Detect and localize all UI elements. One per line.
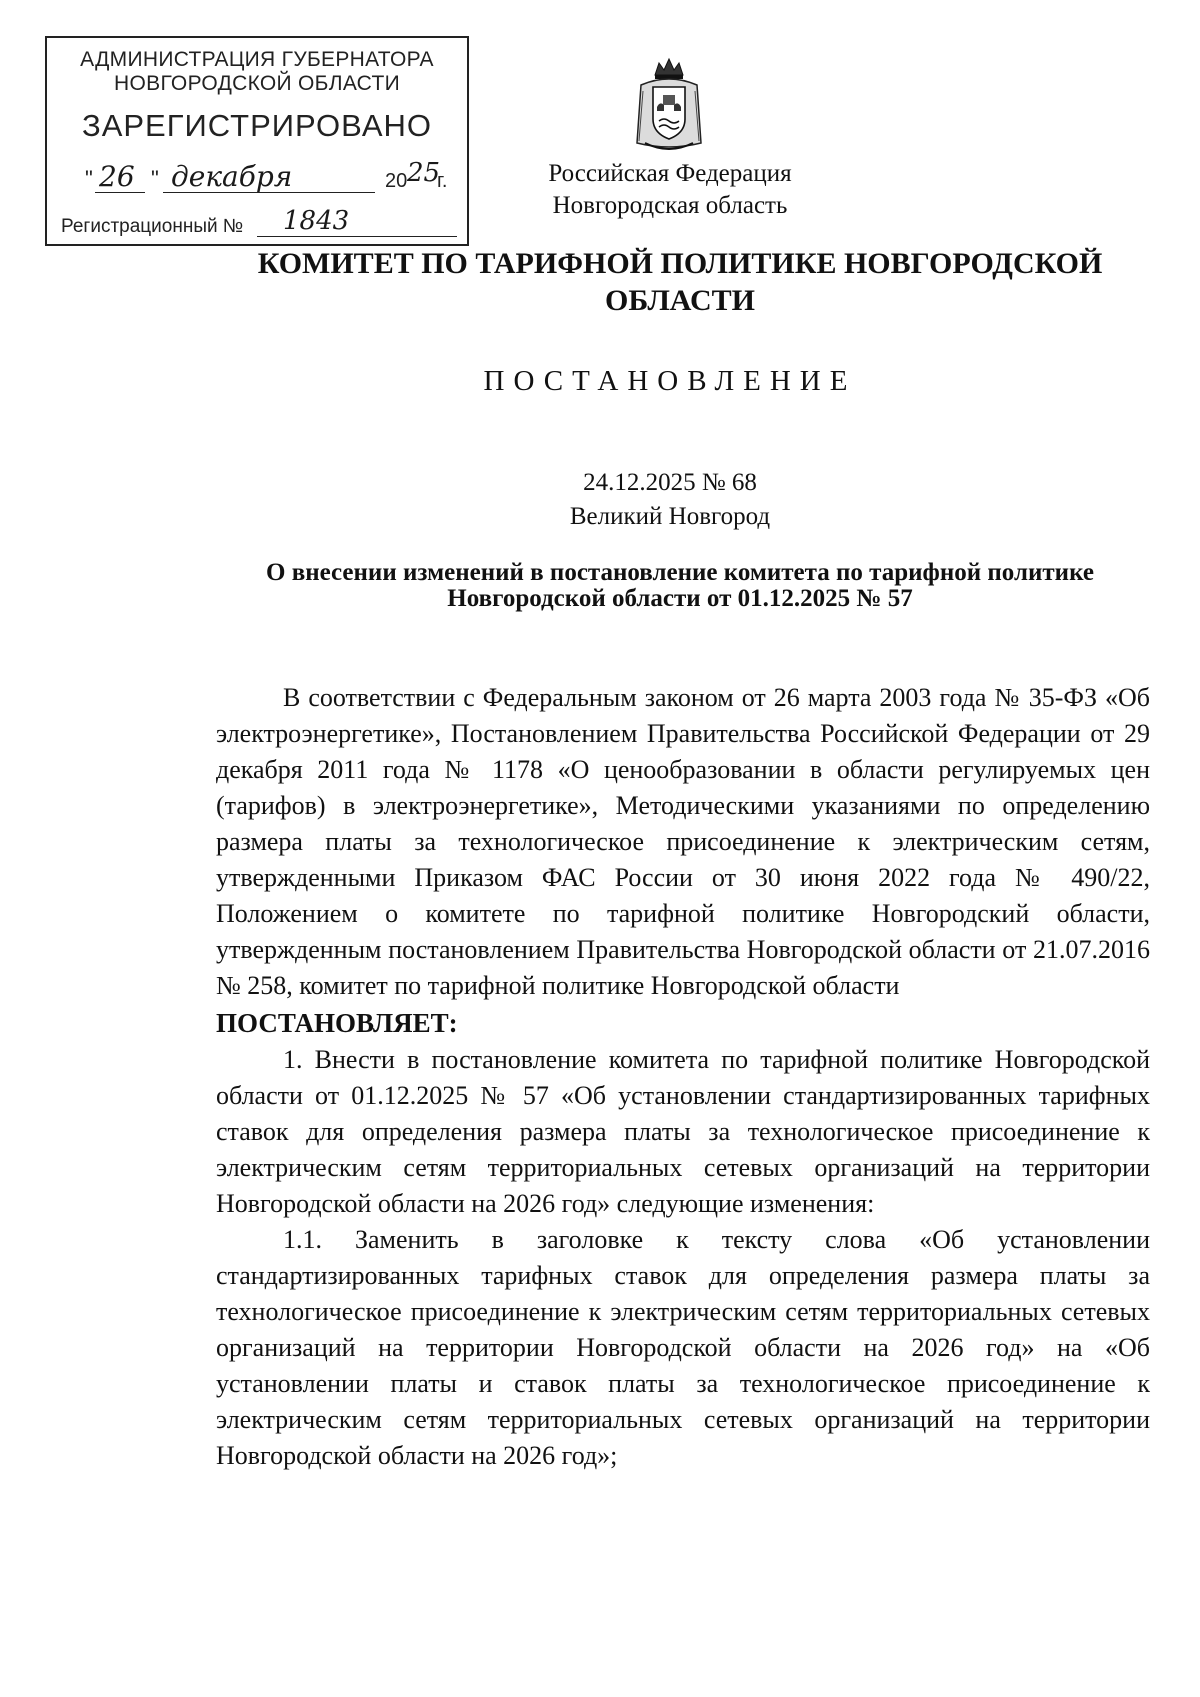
preamble-paragraph: В соответствии с Федеральным законом от 26 марта 2003 года № 35-ФЗ «Об электроэнергетике», Постановлением Правительства Российской Федерации от 29 декабря 2011 года № 1178 «О ценообразовании в области регулируемых цен (тарифов) в электроэнергетике», Методическими указаниями по определению размера платы за технологическое присоединение к электрическим сетям, утвержденными Приказом ФАС России от 30 июня 2022 года № 490/22, Положением о комитете по тарифной политике Новгородский области, утвержденным постановлением Правительства Новгородской области от 21.07.2016 № 258, комитет по тарифной политике Новгородской области: [216, 683, 1150, 1000]
country-name: Российская Федерация: [548, 160, 792, 187]
document-subject-line2: Новгородской области от 01.12.2025 № 57: [447, 585, 913, 612]
stamp-number-row: [61, 208, 461, 240]
stamp-month: декабря: [171, 160, 293, 193]
document-date-number: 24.12.2025 № 68: [583, 469, 757, 496]
document-type: ПОСТАНОВЛЕНИЕ: [483, 365, 857, 397]
committee-title-line1: КОМИТЕТ ПО ТАРИФНОЙ ПОЛИТИКЕ НОВГОРОДСКОЙ: [257, 247, 1103, 280]
stamp-registered-label: ЗАРЕГИСТРИРОВАНО: [81, 108, 432, 143]
stamp-organization: [47, 48, 467, 96]
document-city: Великий Новгород: [569, 503, 771, 530]
coat-of-arms-emblem: [629, 55, 709, 153]
stamp-number-line: [257, 236, 457, 237]
committee-title-line2: ОБЛАСТИ: [605, 284, 755, 317]
coat-of-arms-icon: [629, 55, 709, 153]
stamp-year-mark: г.: [437, 170, 448, 192]
stamp-organization-line1: АДМИНИСТРАЦИЯ ГУБЕРНАТОРА: [80, 48, 434, 71]
registration-stamp: [45, 36, 469, 246]
region-name: Новгородская область: [552, 192, 788, 219]
stamp-number-label: Регистрационный №: [61, 216, 244, 237]
stamp-year-suffix: 25: [407, 158, 441, 188]
stamp-day: 26: [99, 160, 135, 193]
stamp-number-value: 1843: [283, 206, 350, 236]
document-date-block: [520, 466, 820, 534]
document-subject-line1: О внесении изменений в постановление комитета по тарифной политике: [266, 559, 1094, 586]
resolves-heading: ПОСТАНОВЛЯЕТ:: [216, 1008, 458, 1038]
stamp-date: [85, 158, 455, 198]
document-subject: [190, 560, 1170, 612]
document-body: [216, 680, 1150, 1474]
stamp-quote-open: ": [85, 166, 93, 191]
stamp-year-prefix: 20: [385, 170, 408, 192]
item-1-paragraph: 1. Внести в постановление комитета по тарифной политике Новгородской области от 01.12.2025 № 57 «Об установлении стандартизированных тарифных ставок для определения размера платы за технологическое присоединение к электрическим сетям территориальных сетевых организаций на территории Новгородской области на 2026 год» следующие изменения:: [216, 1045, 1150, 1218]
country-block: [520, 158, 820, 222]
stamp-organization-line2: НОВГОРОДСКОЙ ОБЛАСТИ: [114, 72, 400, 95]
committee-title: [200, 245, 1160, 319]
item-1-1-paragraph: 1.1. Заменить в заголовке к тексту слова «Об установлении стандартизированных тарифных ставок для определения размера платы за технологическое присоединение к электрическим сетям территориальных сетевых организаций на территории Новгородской области на 2026 год» на «Об установлении платы и ставок платы за технологическое присоединение к электрическим сетям территориальных сетевых организаций на территории Новгородской области на 2026 год»;: [216, 1225, 1150, 1470]
stamp-quote-close: ": [151, 166, 159, 191]
